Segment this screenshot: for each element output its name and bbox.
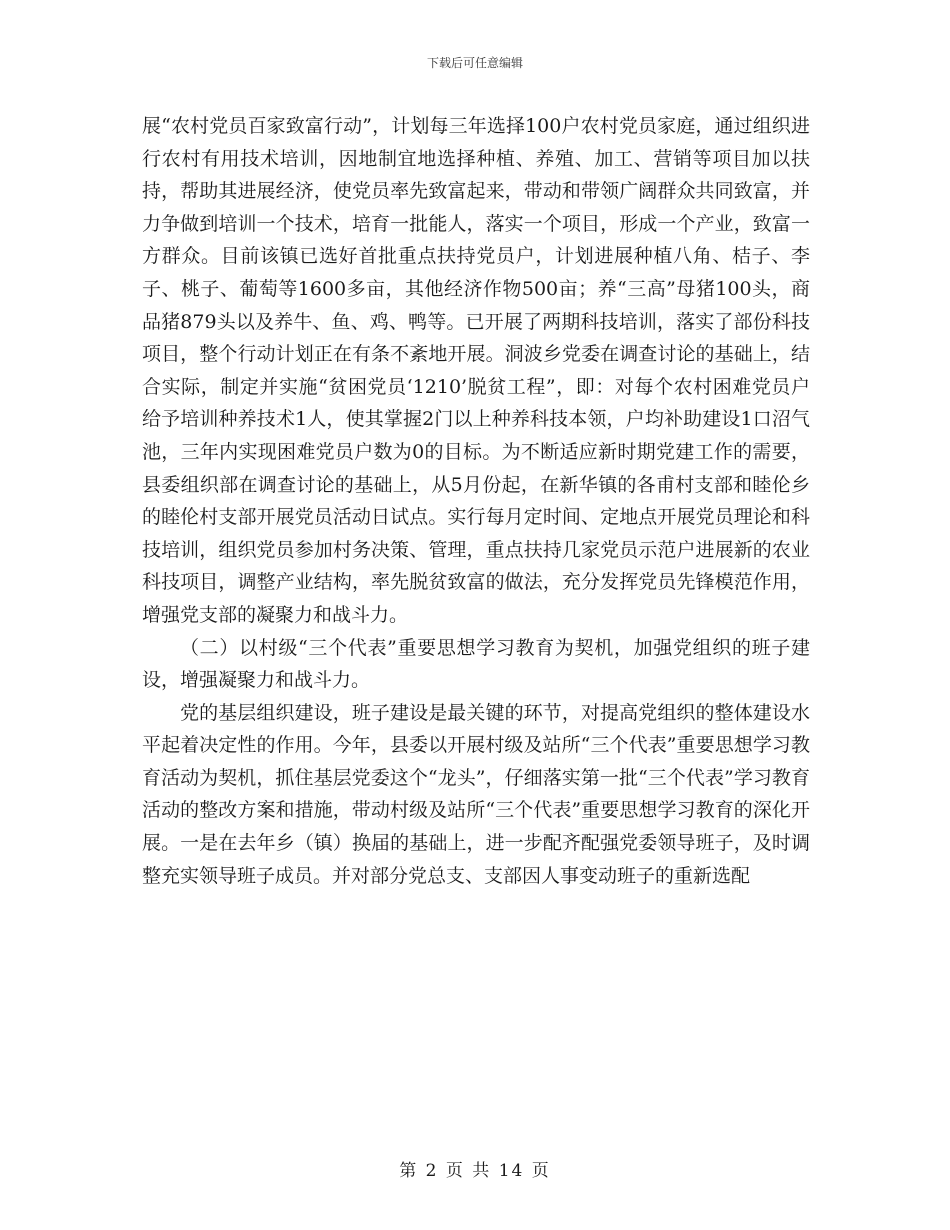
paragraph-3: 党的基层组织建设，班子建设是最关键的环节，对提高党组织的整体建设水平起着决定性的作用。今年，县委以开展村级及站所“三个代表”重要思想学习教育活动为契机，抓住基层党委这个“龙头”，仔细落实第一批“三个代表”学习教育活动的整改方案和措施，带动村级及站所“三个代表”重要思想学习教育的深化开展。一是在去年乡（镇）换届的基础上，进一步配齐配强党委领导班子，及时调整充实领导班子成员。并对部分党总支、支部因人事变动班子的重新选配 <box>142 701 810 887</box>
page-footer-number: 第 2 页 共 14 页 <box>399 1161 551 1181</box>
page-header: 下载后可任意编辑 <box>426 56 523 70</box>
document-body <box>142 110 810 892</box>
paragraph-1: 展“农村党员百家致富行动”，计划每三年选择100户农村党员家庭，通过组织进行农村有用技术培训，因地制宜地选择种植、养殖、加工、营销等项目加以扶持，帮助其进展经济，使党员率先致富起来，带动和带领广阔群众共同致富，并力争做到培训一个技术，培育一批能人，落实一个项目，形成一个产业，致富一方群众。目前该镇已选好首批重点扶持党员户，计划进展种植八角、桔子、李子、桃子、葡萄等1600多亩，其他经济作物500亩；养“三高”母猪100头，商品猪879头以及养牛、鱼、鸡、鸭等。已开展了两期科技培训，落实了部份科技项目，整个行动计划正在有条不紊地开展。洞波乡党委在调查讨论的基础上，结合实际，制定并实施“贫困党员‘1210’脱贫工程”，即：对每个农村困难党员户给予培训种养技术1人，使其掌握2门以上种养科技本领，户均补助建设1口沼气池，三年内实现困难党员户数为0的目标。为不断适应新时期党建工作的需要，县委组织部在调查讨论的基础上，从5月份起，在新华镇的各甫村支部和睦伦乡的睦伦村支部开展党员活动日试点。实行每月定时间、定地点开展党员理论和科技培训，组织党员参加村务决策、管理，重点扶持几家党员示范户进展新的农业科技项目，调整产业结构，率先脱贫致富的做法，充分发挥党员先锋模范作用，增强党支部的凝聚力和战斗力。 <box>142 115 810 626</box>
paragraph-2-section-heading: （二）以村级“三个代表”重要思想学习教育为契机，加强党组织的班子建设，增强凝聚力和战斗力。 <box>142 636 810 692</box>
